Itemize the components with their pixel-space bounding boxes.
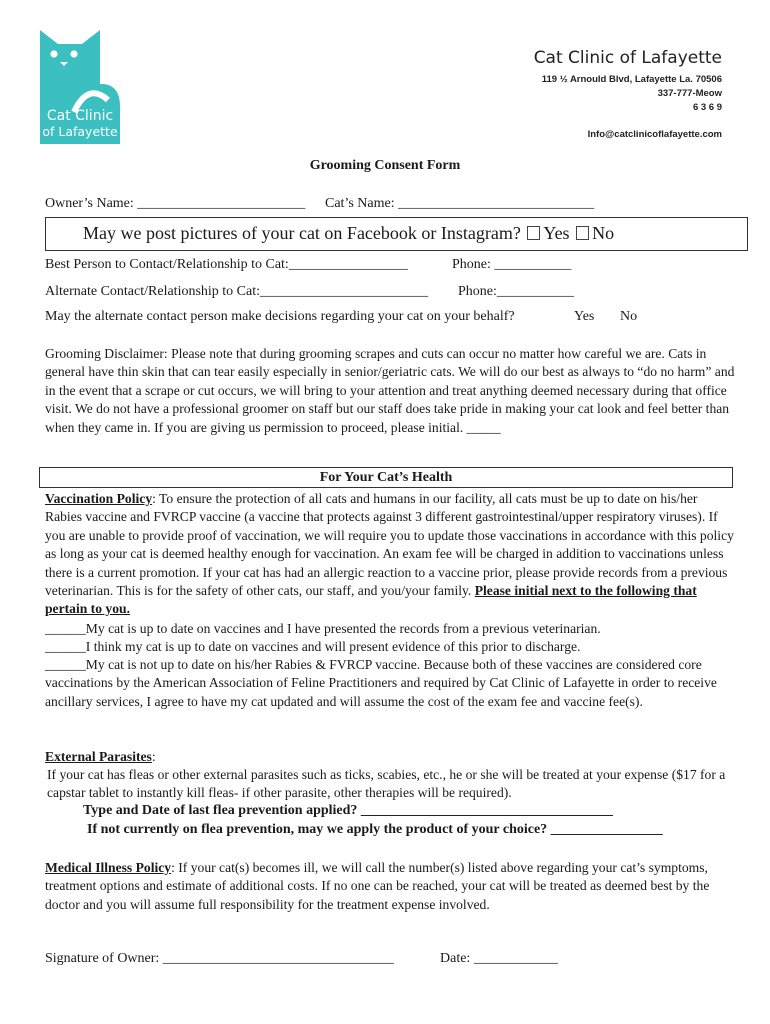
- owner-signature-field[interactable]: Signature of Owner: _________________________________: [45, 951, 394, 966]
- no-checkbox[interactable]: [576, 226, 589, 240]
- best-contact-field[interactable]: Best Person to Contact/Relationship to Cat:_________________: [45, 257, 408, 272]
- external-parasites-title: External Parasites: [45, 749, 152, 764]
- clinic-address: 119 ½ Arnould Blvd, Lafayette La. 70506: [541, 74, 722, 85]
- medical-illness-title: Medical Illness Policy: [45, 860, 172, 875]
- yes-checkbox[interactable]: [527, 226, 540, 240]
- clinic-name: Cat Clinic of Lafayette: [533, 48, 722, 68]
- alt-decision-question: May the alternate contact person make decisions regarding your cat on your behalf?: [45, 309, 515, 324]
- photo-permission-question: [83, 223, 614, 244]
- logo-text-line2: of Lafayette: [42, 124, 118, 139]
- logo-text-line1: Cat Clinic: [46, 108, 114, 124]
- phone-field-2[interactable]: Phone:___________: [458, 284, 574, 299]
- vaccination-policy-title: Vaccination Policy: [45, 491, 153, 506]
- form-title: Grooming Consent Form: [309, 158, 461, 173]
- vaccine-option-1[interactable]: ______My cat is up to date on vaccines and I have presented the records from a previous veterinarian.: [45, 621, 601, 636]
- grooming-disclaimer: Grooming Disclaimer: Please note that during grooming scrapes and cuts can occur no matter how careful we are. Cats in general have thin skin that can tear easily especially in senior/geriatric cats. We will do our best as always to “do no harm” and in the event that a scrape or cut occurs, we will bring to your attention and treat anything deemed necessary during that office visit. We do not have a professional groomer on staff but our staff does take pride in making your cat look and feel better than when they came in. If you are giving us permission to proceed, please initial. _____: [45, 346, 735, 435]
- cat-name-field[interactable]: Cat’s Name: ____________________________: [325, 196, 595, 211]
- medical-illness-text: : If your cat(s) becomes ill, we will call the number(s) listed above regarding your cat’s symptoms, treatment options and estimate of additional costs. If no one can be reached, your cat will be treated as deemed best by the doctor and you will assume full responsibility for the treatment expense involved.: [45, 860, 710, 912]
- clinic-phone: 337-777-Meow: [657, 88, 722, 99]
- owner-name-field[interactable]: Owner’s Name: ________________________: [45, 196, 306, 211]
- vaccine-option-3[interactable]: ______My cat is not up to date on his/her Rabies & FVRCP vaccine. Because both of these vaccines are considered core vaccinations by the American Association of Feline Practitioners and required by Cat Clinic of Lafayette in order to receive ancillary services, I agree to have my cat updated and will assume the cost of the exam fee and vaccine fee(s).: [45, 657, 717, 709]
- clinic-logo: [38, 30, 122, 144]
- cat-logo-icon: [38, 30, 122, 144]
- initial-instruction: Please initial next to the following that pertain to you.: [45, 583, 697, 617]
- phone-field-1[interactable]: Phone: ___________: [452, 257, 572, 272]
- yes-label: Yes: [543, 223, 570, 243]
- vaccination-policy: [45, 490, 735, 619]
- date-field[interactable]: Date: ____________: [440, 951, 558, 966]
- external-parasites-heading: [45, 748, 735, 766]
- alt-decision-yes[interactable]: Yes: [574, 309, 595, 324]
- clinic-phone-digits: 6 3 6 9: [692, 102, 722, 113]
- vaccine-option-2[interactable]: ______I think my cat is up to date on vaccines and will present evidence of this prior to discharge.: [45, 639, 581, 654]
- external-parasites-text: If your cat has fleas or other external parasites such as ticks, scabies, etc., he or she will be treated at your expense ($17 for a capstar tablet to instantly kill fleas- if other parasite, other therapies will be required).: [47, 767, 726, 801]
- health-section-heading: For Your Cat’s Health: [39, 467, 733, 488]
- photo-question-text: May we post pictures of your cat on Facebook or Instagram?: [83, 223, 521, 243]
- clinic-email[interactable]: Info@catclinicoflafayette.com: [587, 129, 722, 140]
- vaccination-policy-text: : To ensure the protection of all cats and humans in our facility, all cats must be up to date on his/her Rabies vaccine and FVRCP vaccine (a vaccine that protects against 3 different gastrointestinal/upper respiratory viruses). If you are unable to provide proof of vaccination, we will require you to update those vaccinations in accordance with this policy as long as your cat is deemed healthy enough for vaccination. An exam fee will be charged in addition to vaccinations unless there is a current promotion. If your cat has had an allergic reaction to a vaccine prior, please provide records from a previous veterinarian. This is for the safety of other cats, our staff, and you/your family.: [45, 491, 734, 599]
- no-label: No: [592, 223, 615, 243]
- external-parasites-colon: :: [151, 749, 156, 764]
- alt-contact-field[interactable]: Alternate Contact/Relationship to Cat:________________________: [45, 284, 429, 299]
- medical-illness-policy: [45, 859, 735, 914]
- alt-decision-no[interactable]: No: [620, 309, 638, 324]
- flea-prevention-question-2[interactable]: If not currently on flea prevention, may we apply the product of your choice? ________________: [87, 822, 663, 837]
- flea-prevention-question-1[interactable]: Type and Date of last flea prevention applied? ____________________________________: [83, 803, 613, 818]
